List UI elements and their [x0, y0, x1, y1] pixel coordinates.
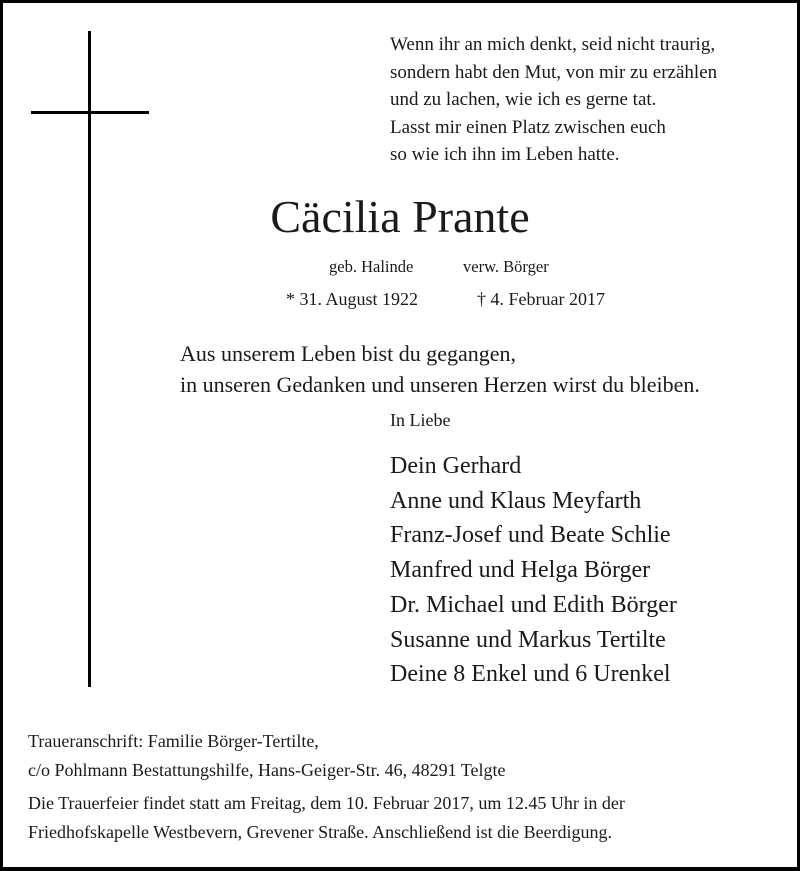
ceremony-line: Die Trauerfeier findet statt am Freitag, dem 10. Februar 2017, um 12.45 Uhr in der [28, 793, 625, 813]
cross-horizontal-bar [31, 111, 149, 114]
cross-vertical-bar [88, 31, 91, 687]
quote-line: in unseren Gedanken und unseren Herzen wirst du bleiben. [180, 372, 700, 397]
footer [28, 727, 625, 847]
born-name: geb. Halinde [329, 257, 414, 276]
signers-list [390, 449, 677, 692]
death-date: † 4. Februar 2017 [477, 289, 605, 309]
poem-line: sondern habt den Mut, von mir zu erzählen [390, 61, 718, 83]
poem [390, 31, 717, 169]
birth-date: * 31. August 1922 [286, 289, 419, 309]
signer: Franz-Josef und Beate Schlie [390, 522, 671, 549]
address-line: Traueranschrift: Familie Börger-Tertilte, [28, 731, 319, 751]
poem-line: und zu lachen, wie ich es gerne tat. [390, 89, 657, 110]
widowed-name: verw. Börger [463, 257, 549, 276]
signer: Susanne und Markus Tertilte [390, 626, 666, 653]
deceased-name: Cäcilia Prante [270, 191, 530, 242]
signer: Dein Gerhard [390, 453, 522, 479]
signer: Anne und Klaus Meyfarth [390, 487, 642, 514]
memorial-quote [180, 338, 700, 400]
poem-line: Wenn ihr an mich denkt, seid nicht traurig, [390, 34, 716, 55]
ceremony-line: Friedhofskapelle Westbevern, Grevener Straße. Anschließend ist die Beerdigung. [28, 822, 613, 842]
signer: Manfred und Helga Börger [390, 557, 651, 584]
poem-line: so wie ich ihn im Leben hatte. [390, 144, 620, 165]
quote-line: Aus unserem Leben bist du gegangen, [180, 341, 517, 366]
poem-line: Lasst mir einen Platz zwischen euch [390, 116, 666, 138]
signer: Deine 8 Enkel und 6 Urenkel [390, 661, 671, 688]
address-line: c/o Pohlmann Bestattungshilfe, Hans-Geiger-Str. 46, 48291 Telgte [28, 760, 506, 780]
signer: Dr. Michael und Edith Börger [390, 591, 677, 618]
in-love-label: In Liebe [390, 410, 451, 430]
